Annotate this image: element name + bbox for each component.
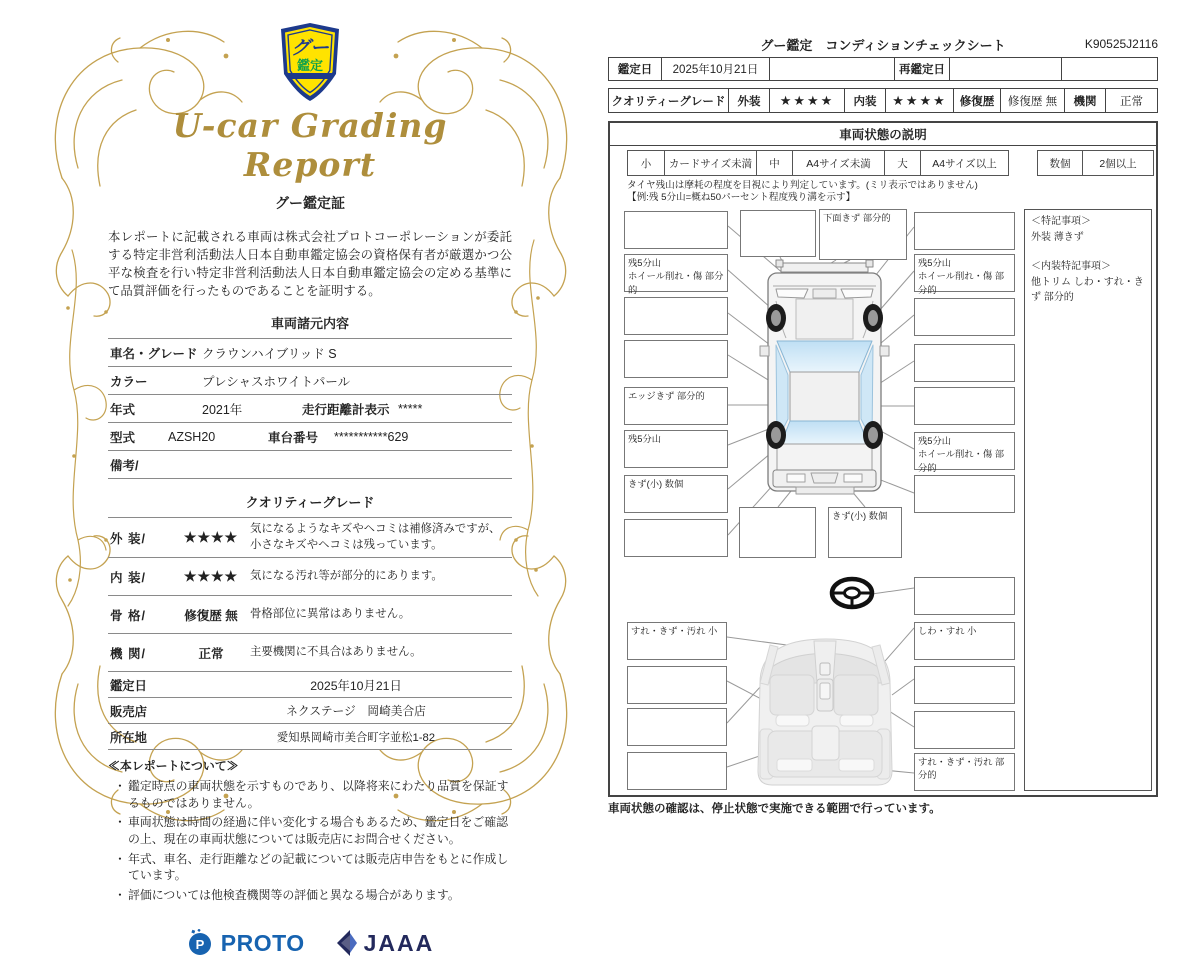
svg-text:P: P bbox=[195, 937, 205, 953]
report-title: U-car Grading Report bbox=[172, 106, 448, 184]
condition-box: すれ・きず・汚れ 部分的 bbox=[914, 753, 1015, 791]
condition-box bbox=[624, 211, 728, 249]
condition-footnote: 車両状態の確認は、停止状態で実施できる範囲で行っています。 bbox=[608, 803, 941, 815]
condition-box: しわ・すれ 小 bbox=[914, 622, 1015, 660]
certificate-label: グー鑑定証 bbox=[275, 195, 345, 211]
grade-row-frame: 骨 格/ 修復歴 無 骨格部位に異常はありません。 bbox=[108, 596, 512, 634]
info-row-address: 所在地 愛知県岡崎市美合町字並松1-82 bbox=[108, 724, 512, 750]
sheet-code: K90525J2116 bbox=[1084, 37, 1158, 51]
footer-logos bbox=[108, 929, 512, 957]
condition-sheet-title: グー鑑定 コンディションチェックシート bbox=[760, 38, 1006, 53]
condition-box: すれ・きず・汚れ 小 bbox=[627, 622, 727, 660]
grade-section-heading: クオリティーグレード bbox=[245, 495, 375, 511]
condition-box bbox=[914, 212, 1015, 250]
about-item: ・ 車両状態は時間の経過に伴い変化する場合もあるため、鑑定日をご確認の上、現在の車両状態については販売店にお問合せください。 bbox=[114, 815, 509, 846]
quality-grade-table: クオリティーグレード 外装 ★★★★ 内装 ★★★★ 修復歴 修復歴 無 機関 正常 bbox=[608, 88, 1158, 113]
condition-box: 下面きず 部分的 bbox=[819, 209, 907, 260]
spec-row-model: 型式 AZSH20 車台番号 ***********629 bbox=[108, 423, 512, 451]
spec-row-color: カラー プレシャスホワイトパール bbox=[108, 367, 512, 395]
condition-box: エッジきず 部分的 bbox=[624, 387, 728, 425]
car-interior-view bbox=[758, 639, 892, 785]
shield-badge-icon bbox=[279, 22, 341, 104]
tire-note-1: タイヤ残山は摩耗の程度を目視により判定しています。(ミリ表示ではありません) bbox=[627, 180, 978, 191]
about-item: ・ 年式、車名、走行距離などの記載については販売店申告をもとに作成しています。 bbox=[114, 851, 509, 883]
condition-box bbox=[624, 519, 728, 557]
grade-row-interior: 内 装/ ★★★★ 気になる汚れ等が部分的にあります。 bbox=[108, 558, 512, 596]
svg-text:グー: グー bbox=[290, 38, 330, 59]
about-report-section bbox=[108, 758, 512, 903]
about-title: ≪本レポートについて≫ bbox=[108, 759, 239, 774]
condition-box bbox=[914, 711, 1015, 749]
spec-row-year: 年式 2021年 走行距離計表示 ***** bbox=[108, 395, 512, 423]
count-legend-table: 数個 2個以上 bbox=[1037, 150, 1154, 176]
size-legend-table: 小 カードサイズ未満 中 A4サイズ未満 大 A4サイズ以上 bbox=[627, 150, 1009, 176]
condition-box bbox=[740, 210, 816, 257]
jaaa-icon bbox=[335, 930, 359, 956]
car-top-view bbox=[760, 260, 889, 494]
spec-row-memo: 備考/ bbox=[108, 451, 512, 479]
condition-box bbox=[914, 298, 1015, 336]
proto-icon bbox=[186, 929, 216, 957]
condition-box: 残5分山 bbox=[624, 430, 728, 468]
condition-box bbox=[627, 708, 727, 746]
condition-box bbox=[914, 577, 1015, 615]
tire-note-2: 【例:残 5分山=概ね50パーセント程度残り溝を示す】 bbox=[627, 192, 856, 203]
condition-box bbox=[914, 344, 1015, 382]
goo-kantei-badge bbox=[108, 22, 512, 104]
about-item: ・ 評価については他検査機関等の評価と異なる場合があります。 bbox=[114, 887, 460, 902]
condition-box bbox=[627, 666, 727, 704]
condition-box bbox=[914, 387, 1015, 425]
spec-section-heading: 車両諸元内容 bbox=[270, 316, 349, 332]
condition-box bbox=[914, 666, 1015, 704]
condition-box: きず(小) 数個 bbox=[624, 475, 728, 513]
condition-box: 残5分山 ホイール削れ・傷 部分的 bbox=[914, 254, 1015, 292]
info-row-dealer: 販売店 ネクステージ 岡崎美合店 bbox=[108, 698, 512, 724]
interior-remarks-title: ＜内装特記事項＞ bbox=[1031, 261, 1111, 272]
about-item: ・ 鑑定時点の車両状態を示すものであり、以降将来にわたり品質を保証するものではありません。 bbox=[114, 778, 509, 810]
condition-section-title: 車両状態の説明 bbox=[610, 123, 1156, 146]
condition-box: 残5分山 ホイール削れ・傷 部分的 bbox=[624, 254, 728, 292]
condition-box bbox=[627, 752, 727, 790]
condition-box bbox=[914, 475, 1015, 513]
steering-wheel-icon bbox=[832, 579, 872, 607]
spec-row-name: 車名・グレード クラウンハイブリッド S bbox=[108, 339, 512, 367]
condition-box bbox=[624, 297, 728, 335]
certificate-intro-paragraph: 本レポートに記載される車両は株式会社プロトコーポレーションが委託する特定非営利活動法人日本自動車鑑定協会の資格保有者が厳選かつ公平な検査を行い特定非営利活動法人日本自動車鑑定協会の定める基準にて品質評価を行ったものであることを証明する。 bbox=[108, 230, 512, 299]
remarks-title: ＜特記事項＞ bbox=[1031, 216, 1091, 227]
interior-remarks-body: 他トリム しわ・すれ・きず 部分的 bbox=[1031, 276, 1144, 303]
remarks-body: 外装 薄きず bbox=[1031, 231, 1084, 243]
grading-certificate-page bbox=[108, 22, 512, 957]
condition-box: きず(小) 数個 bbox=[828, 507, 902, 558]
condition-box bbox=[624, 340, 728, 378]
grade-row-exterior: 外 装/ ★★★★ 気になるようなキズやヘコミは補修済みですが、小さなキズやヘコミは残っています。 bbox=[108, 518, 512, 558]
grade-row-mechanical: 機 関/ 正常 主要機関に不具合はありません。 bbox=[108, 634, 512, 672]
condition-box: 残5分山 ホイール削れ・傷 部分的 bbox=[914, 432, 1015, 470]
vehicle-condition-box bbox=[608, 121, 1158, 797]
special-remarks-panel bbox=[1024, 209, 1152, 791]
info-row-date: 鑑定日 2025年10月21日 bbox=[108, 672, 512, 698]
svg-text:鑑定: 鑑定 bbox=[296, 58, 324, 73]
inspection-date-table: 鑑定日 2025年10月21日 再鑑定日 bbox=[608, 57, 1158, 81]
condition-box bbox=[739, 507, 816, 558]
about-list bbox=[108, 778, 512, 904]
jaaa-logo: JAAA bbox=[335, 930, 435, 957]
proto-logo: P PROTO bbox=[186, 929, 305, 957]
